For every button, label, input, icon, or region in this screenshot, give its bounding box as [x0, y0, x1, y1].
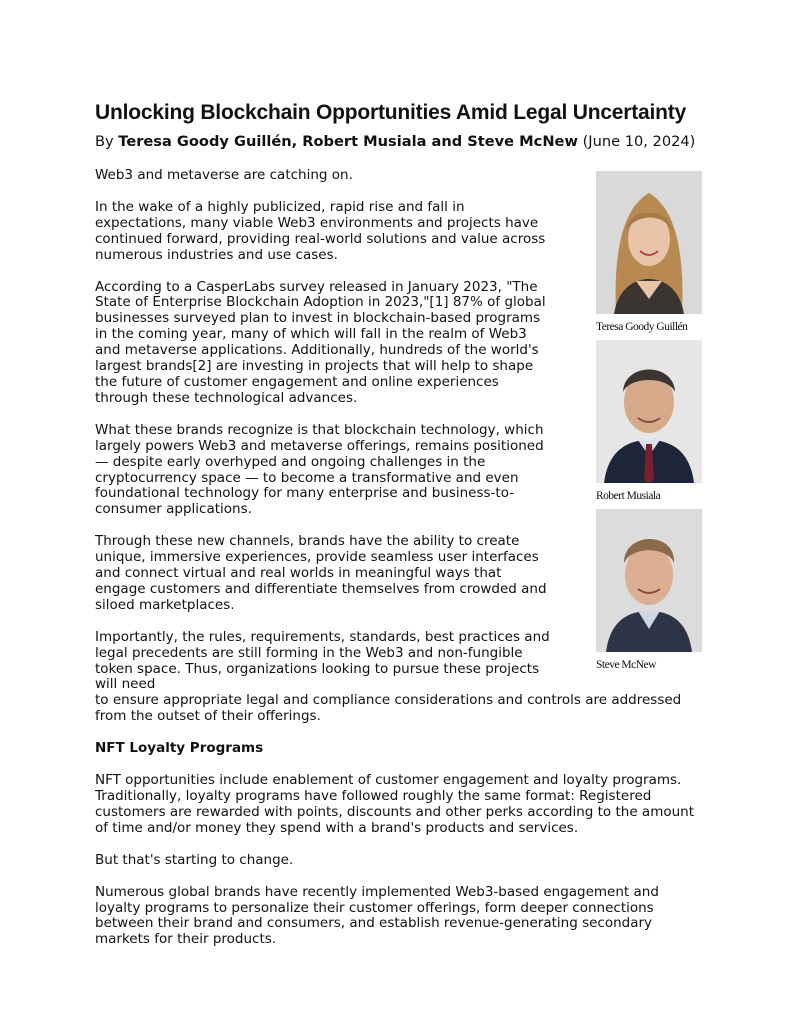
paragraph: But that's starting to change.: [95, 851, 294, 868]
article-header: [95, 100, 705, 152]
paragraph: NFT opportunities include enablement of customer engagement and loyalty programs. Traditionally, loyalty programs have followed roughly the same format: Registered customers are rewarded with points, discounts and other perks according to the amount of time and/or money they spend with a brand's products and services.: [95, 772, 695, 836]
author-caption: Robert Musiala: [596, 490, 661, 502]
paragraph: Importantly, the rules, requirements, standards, best practices and legal precedents are still forming in the Web3 and non-fungible token space. Thus, organizations looking to pursue these projects will need: [95, 628, 550, 693]
byline: [95, 132, 705, 152]
paragraph: to ensure appropriate legal and compliance considerations and controls are addressed from the outset of their offerings.: [95, 692, 682, 725]
paragraph: According to a CasperLabs survey released in January 2023, "The State of Enterprise Blockchain Adoption in 2023,"[1] 87% of global businesses surveyed plan to invest in blockchain-based programs in the coming year, many of which will fall in the realm of Web3 and metaverse applications. Additionally, hundreds of the world's largest brands[2] are investing in projects that will help to shape the future of customer engagement and online experiences through these technological advances.: [95, 278, 546, 406]
article-body: [95, 168, 705, 964]
article-title: Unlocking Blockchain Opportunities Amid Legal Uncertainty: [95, 101, 687, 124]
paragraph: Numerous global brands have recently implemented Web3-based engagement and loyalty programs to personalize their customer offerings, form deeper connections between their brand and consumers, and establish revenue-generating secondary markets for their products.: [95, 883, 659, 948]
paragraph: Web3 and metaverse are catching on.: [95, 167, 353, 183]
author-caption: Steve McNew: [596, 659, 656, 671]
section-heading: NFT Loyalty Programs: [95, 740, 264, 757]
byline-authors: Teresa Goody Guillén, Robert Musiala and Steve McNew: [118, 133, 578, 150]
byline-prefix: By: [95, 133, 119, 150]
paragraph: In the wake of a highly publicized, rapid rise and fall in expectations, many viable Web3 environments and projects have continued forward, providing real-world solutions and value across numerous industries and use cases.: [95, 198, 546, 263]
paragraph: Through these new channels, brands have the ability to create unique, immersive experiences, provide seamless user interfaces and connect virtual and real worlds in meaningful ways that engage customers and differentiate themselves from crowded and siloed marketplaces.: [95, 533, 547, 613]
paragraph: What these brands recognize is that blockchain technology, which largely powers Web3 and metaverse offerings, remains positioned — despite early overhyped and ongoing challenges in the cryptocurrency space — to become a transformative and even foundational technology for many enterprise and business-to-consumer applications.: [95, 421, 544, 518]
byline-date: (June 10, 2024): [577, 133, 696, 150]
author-caption: Teresa Goody Guillén: [596, 321, 688, 333]
